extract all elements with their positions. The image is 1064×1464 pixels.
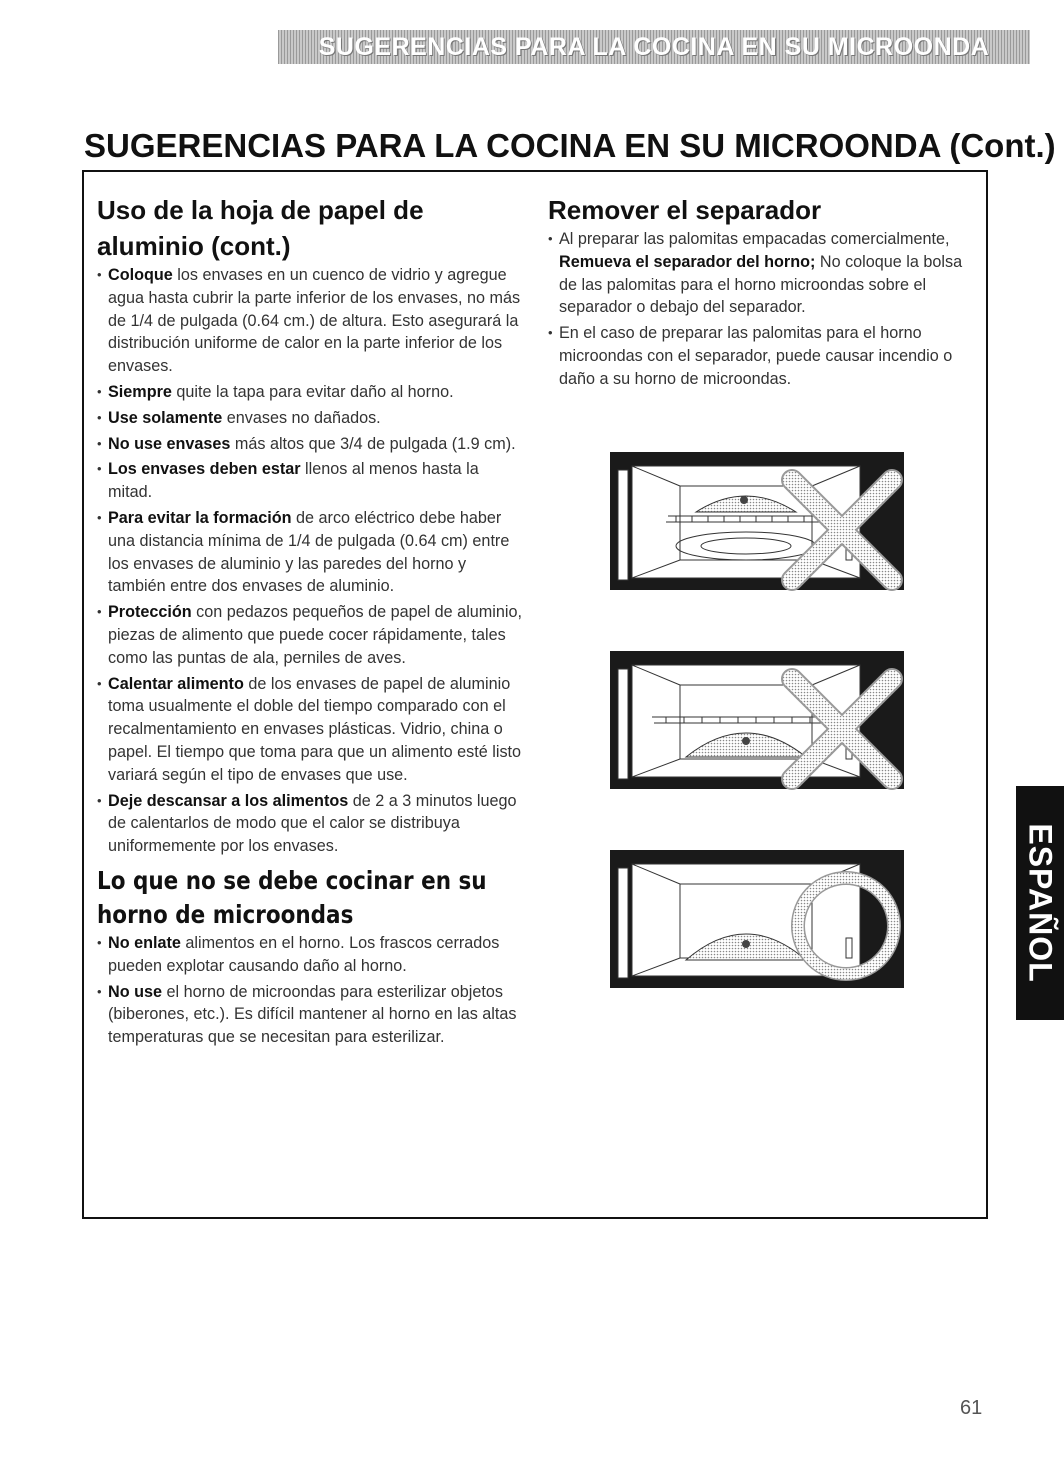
item-text: En el caso de preparar las palomitas para el horno microondas con el separador, puede causar incendio o daño a su horno de microondas.: [559, 324, 953, 388]
language-tab: [1016, 786, 1064, 1020]
item-bold: Remueva el separador del horno;: [559, 252, 816, 271]
item-text: de 2 a 3 minutos luego de calentarlos de modo que el calor se distribuya uniformemente por los envases.: [108, 791, 517, 856]
banner-text: SUGERENCIAS PARA LA COCINA EN SU MICROONDA: [318, 33, 990, 61]
item-text: alimentos en el horno. Los frascos cerrados pueden explotar causando daño al horno.: [108, 933, 500, 975]
heading-line: Lo que no se debe cocinar en su: [97, 865, 487, 895]
list-item: [97, 932, 527, 978]
aluminum-tips-list: [97, 264, 527, 858]
oven-no-rack-illustration: [596, 848, 904, 993]
list-item: [548, 228, 968, 319]
page-title: SUGERENCIAS PARA LA COCINA EN SU MICROONDA (Cont.): [84, 127, 1056, 164]
oven-rack-above-bag-illustration: [596, 450, 904, 595]
section-heading-aluminum: [97, 192, 527, 264]
item-text: quite la tapa para evitar daño al horno.: [171, 382, 454, 401]
item-text: más altos que 3/4 de pulgada (1.9 cm).: [230, 434, 516, 453]
right-column: [548, 192, 968, 394]
list-item: [97, 601, 527, 669]
item-bold: Coloque: [108, 266, 173, 284]
item-text: con pedazos pequeños de papel de aluminio, piezas de alimento que puede cocer rápidamente, tales como las puntas de ala, perniles de aves.: [108, 603, 522, 667]
list-item: [97, 458, 527, 504]
item-text: de los envases de papel de aluminio toma usualmente el doble del tiempo comparado con el recalmentamiento en envases plásticas. Vidrio, china o papel. El tiempo que toma para que un alimento esté listo variará según el tipo de envases que use.: [108, 674, 522, 784]
list-item: [97, 381, 527, 404]
section-banner: [278, 30, 1030, 64]
oven-illustrations: [596, 450, 904, 1047]
heading-line: Uso de la hoja de papel de: [97, 195, 424, 225]
language-tab-label: ESPAÑOL: [1022, 823, 1059, 983]
remove-rack-list: [548, 228, 968, 391]
section-heading-remove-rack: Remover el separador: [548, 195, 822, 225]
list-item: [97, 673, 527, 787]
item-bold: No use envases: [108, 434, 231, 453]
item-text: llenos al menos hasta la mitad.: [108, 460, 479, 502]
heading-line: horno de microondas: [97, 899, 354, 929]
item-text: Al preparar las palomitas empacadas comercialmente,: [559, 230, 950, 248]
item-bold: Protección: [108, 603, 192, 622]
item-bold: Deje descansar a los alimentos: [108, 791, 349, 810]
item-text: el horno de microondas para esterilizar objetos (biberones, etc.). Es difícil mantener al horno en las altas temperaturas que se necesitan para esterilizar.: [108, 982, 517, 1047]
heading-line: aluminio (cont.): [97, 231, 291, 261]
page-number: 61: [960, 1397, 983, 1419]
item-bold: No use: [108, 982, 162, 1001]
left-column: [97, 192, 527, 1052]
item-text: de arco eléctrico debe haber una distancia mínima de 1/4 de pulgada (0.64 cm) entre los envases de aluminio y las paredes del horno y también entre dos envases de aluminio.: [108, 508, 510, 596]
list-item: [97, 433, 527, 456]
list-item: [97, 981, 527, 1049]
item-bold: Para evitar la formación: [108, 508, 292, 527]
list-item: [97, 264, 527, 378]
item-bold: Calentar alimento: [108, 674, 244, 693]
item-bold: No enlate: [108, 933, 181, 952]
list-item: [97, 507, 527, 598]
item-bold: Siempre: [108, 382, 172, 401]
item-bold: Use solamente: [108, 408, 223, 427]
oven-rack-below-bag-illustration: [596, 649, 904, 794]
list-item: [548, 322, 968, 390]
section-heading-do-not-cook: [97, 864, 487, 932]
item-text: los envases en un cuenco de vidrio y agregue agua hasta cubrir la parte inferior de los envases, no más de 1/4 de pulgada (0.64 cm.) de altura. Esto asegurará la distribución uniforme de calor en la parte inferior de los envases.: [108, 266, 521, 376]
do-not-cook-list: [97, 932, 527, 1049]
list-item: [97, 790, 527, 858]
item-text: envases no dañados.: [222, 408, 381, 427]
item-text: No coloque la bolsa de las palomitas para el horno microondas sobre el separador o debajo del separador.: [559, 252, 963, 317]
item-bold: Los envases deben estar: [108, 460, 301, 479]
list-item: [97, 407, 527, 430]
